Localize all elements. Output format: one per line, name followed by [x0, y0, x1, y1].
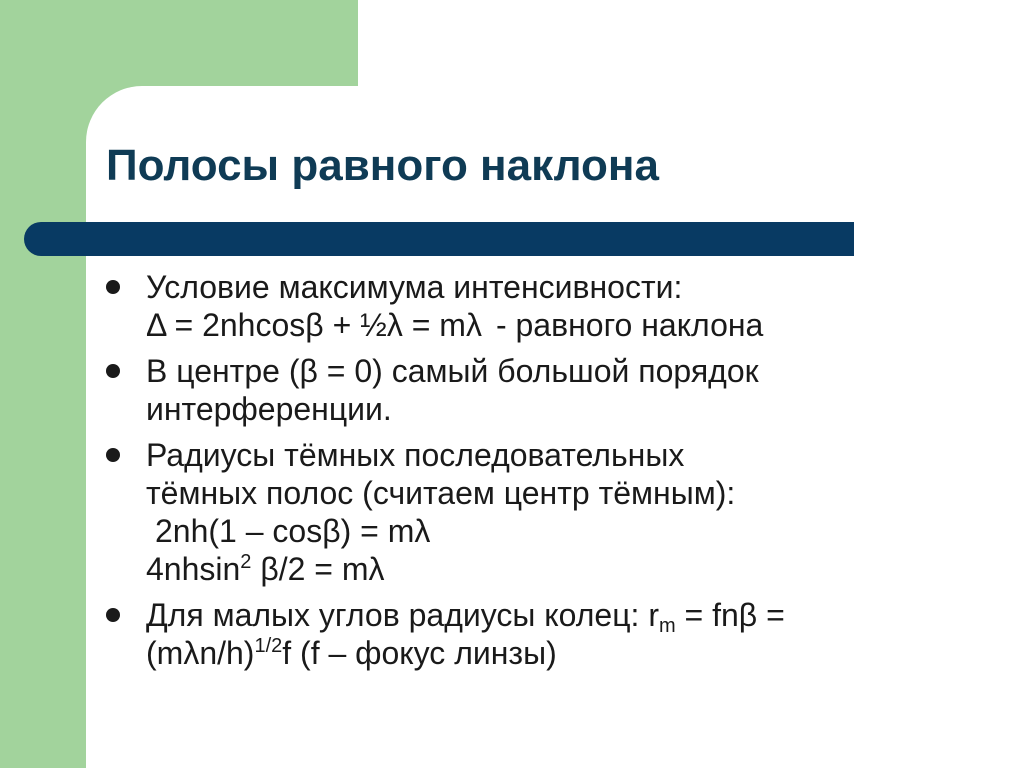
- bullet-2-line-2: интерференции.: [146, 391, 392, 427]
- bullet-dot-icon: [106, 364, 120, 378]
- bullet-item-3: [104, 436, 984, 588]
- bullet-4-line-2: [146, 634, 984, 672]
- formula-label: - равного наклона: [495, 307, 764, 343]
- bullet-3-line-2: тёмных полос (считаем центр тёмным):: [146, 475, 736, 511]
- bullet-dot-icon: [106, 448, 120, 462]
- bullet-4-line-1: [146, 596, 984, 637]
- bullet-dot-icon: [106, 280, 120, 294]
- formula-part: (mλn/h): [146, 635, 255, 671]
- bullet-1-line-1: Условие максимума интенсивности:: [146, 269, 683, 305]
- text-part: = fnβ =: [675, 597, 785, 633]
- formula-dark-ring-1: 2nh(1 – cosβ) = mλ: [155, 513, 431, 549]
- bullet-item-2: [104, 352, 984, 428]
- slide-title: Полосы равного наклона: [106, 141, 659, 190]
- bullet-list: [104, 268, 984, 680]
- bullet-item-1: [104, 268, 984, 344]
- bullet-dot-icon: [106, 608, 120, 622]
- formula-subscript: m: [658, 615, 676, 637]
- formula-dark-ring-2: [146, 550, 984, 588]
- formula-max-intensity: Δ = 2nhcosβ + ½λ = mλ: [146, 307, 482, 343]
- formula-part: β/2 = mλ: [251, 551, 385, 587]
- title-underline-bar: [24, 222, 854, 256]
- bullet-3-line-1: Радиусы тёмных последовательных: [146, 437, 685, 473]
- formula-superscript: 2: [240, 551, 252, 573]
- bullet-item-4: [104, 596, 984, 672]
- formula-part: 4nhsin: [146, 551, 241, 587]
- formula-part: f (f – фокус линзы): [282, 635, 557, 671]
- bullet-2-line-1: В центре (β = 0) самый большой порядок: [146, 353, 759, 389]
- formula-superscript: 1/2: [254, 635, 283, 657]
- bullet-1-line-2: [146, 306, 984, 344]
- text-part: Для малых углов радиусы колец: r: [146, 597, 659, 633]
